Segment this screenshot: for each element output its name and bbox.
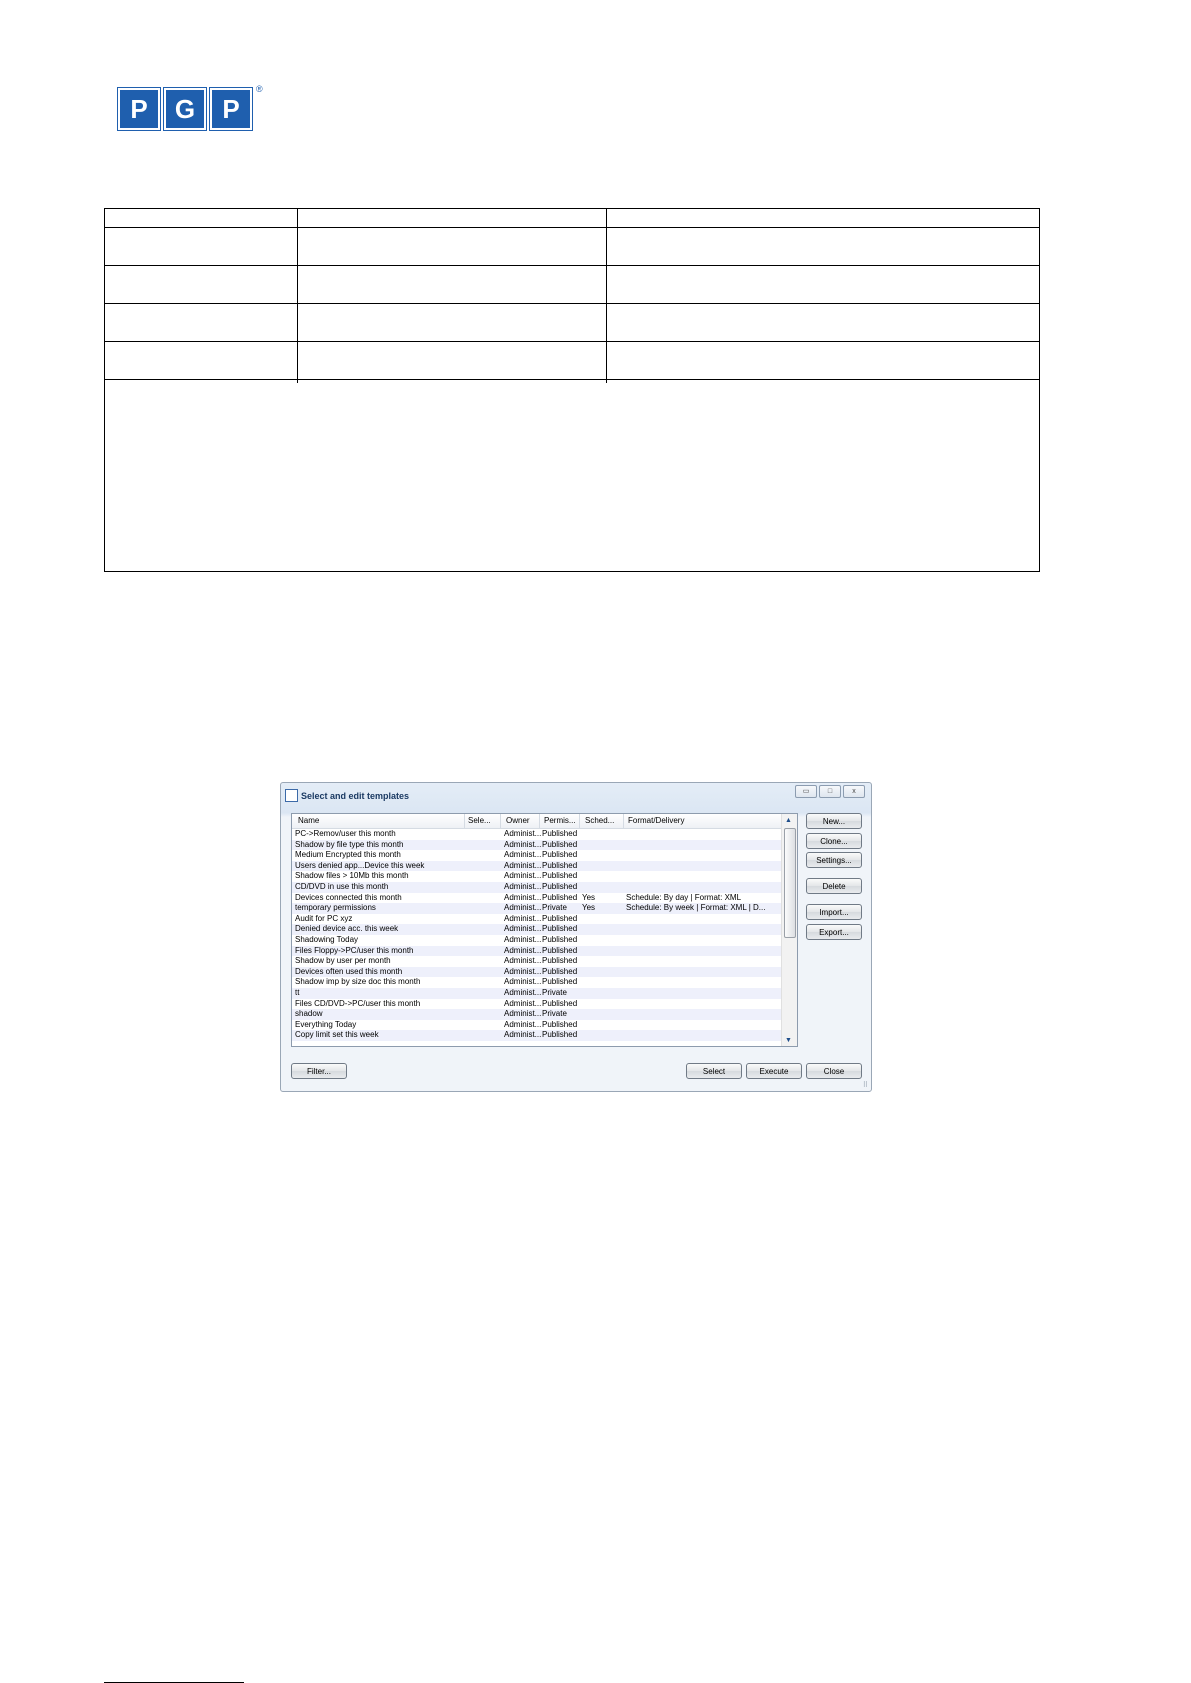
scroll-down-icon[interactable]: ▼ (785, 1037, 792, 1044)
cell-permission: Published (542, 839, 578, 849)
list-item[interactable] (292, 861, 782, 872)
logo-letter-p2: P (210, 88, 252, 130)
table-row (105, 227, 1039, 266)
cell-owner: Administ... (504, 924, 542, 934)
close-icon[interactable]: x (843, 785, 865, 798)
cell-name: Medium Encrypted this month (295, 850, 401, 860)
cell-owner: Administ... (504, 998, 542, 1008)
cell-owner: Administ... (504, 839, 542, 849)
list-item[interactable] (292, 956, 782, 967)
cell-format: Schedule: By day | Format: XML (626, 892, 742, 902)
cell-name: Audit for PC xyz (295, 913, 353, 923)
cell-permission: Published (542, 892, 578, 902)
list-item[interactable] (292, 829, 782, 840)
cell-owner: Administ... (504, 892, 542, 902)
cell-name: shadow (295, 1009, 323, 1019)
list-header (292, 814, 782, 829)
table-row (105, 303, 1039, 342)
execute-button[interactable]: Execute (746, 1063, 802, 1079)
cell-permission: Published (542, 881, 578, 891)
cell-permission: Published (542, 1019, 578, 1029)
cell-owner: Administ... (504, 1030, 542, 1040)
cell-owner: Administ... (504, 956, 542, 966)
cell-name: tt (295, 987, 300, 997)
logo-letter-p: P (118, 88, 160, 130)
list-item[interactable] (292, 946, 782, 957)
table-column-divider (606, 209, 607, 383)
cell-schedule: Yes (582, 892, 596, 902)
cell-name: Shadowing Today (295, 934, 359, 944)
select-edit-templates-window (280, 782, 872, 1092)
cell-permission: Published (542, 934, 578, 944)
column-header-owner[interactable]: Owner (506, 816, 530, 825)
window-title: Select and edit templates (301, 791, 410, 801)
table-row (105, 265, 1039, 304)
column-separator (623, 814, 624, 828)
column-header-name[interactable]: Name (298, 816, 320, 825)
window-controls (795, 785, 865, 798)
list-item[interactable] (292, 850, 782, 861)
list-item[interactable] (292, 914, 782, 925)
cell-name: Files Floppy->PC/user this month (295, 945, 414, 955)
cell-owner: Administ... (504, 1009, 542, 1019)
column-header-format[interactable]: Format/Delivery (628, 816, 685, 825)
resize-grip-icon[interactable]: ⠿ (862, 1082, 868, 1089)
cell-permission: Published (542, 977, 578, 987)
logo-letter-g: G (164, 88, 206, 130)
cell-owner: Administ... (504, 913, 542, 923)
cell-permission: Published (542, 850, 578, 860)
cell-owner: Administ... (504, 987, 542, 997)
scroll-thumb[interactable] (784, 828, 796, 938)
cell-name: Users denied app...Device this week (295, 860, 425, 870)
import-button[interactable]: Import... (806, 904, 862, 920)
window-icon (285, 789, 298, 802)
cell-permission: Published (542, 966, 578, 976)
document-table (104, 208, 1040, 572)
list-item[interactable] (292, 935, 782, 946)
list-item[interactable] (292, 988, 782, 999)
list-item[interactable] (292, 840, 782, 851)
cell-permission: Published (542, 945, 578, 955)
cell-owner: Administ... (504, 934, 542, 944)
cell-name: PC->Remov/user this month (295, 829, 396, 838)
cell-name: Shadow files > 10Mb this month (295, 871, 409, 881)
column-separator (500, 814, 501, 828)
filter-button[interactable]: Filter... (291, 1063, 347, 1079)
table-header-row (105, 209, 1039, 228)
vertical-scrollbar[interactable] (781, 814, 797, 1046)
cell-owner: Administ... (504, 881, 542, 891)
cell-owner: Administ... (504, 850, 542, 860)
cell-name: Copy limit set this week (295, 1030, 379, 1040)
column-header-selected[interactable]: Sele... (468, 816, 491, 825)
list-item[interactable] (292, 1030, 782, 1041)
cell-owner: Administ... (504, 1019, 542, 1029)
column-separator (539, 814, 540, 828)
cell-permission: Published (542, 829, 578, 838)
list-item[interactable] (292, 1009, 782, 1020)
scroll-up-icon[interactable]: ▲ (785, 817, 792, 824)
cell-permission: Published (542, 871, 578, 881)
cell-owner: Administ... (504, 860, 542, 870)
registered-mark: ® (256, 84, 263, 94)
settings-button[interactable]: Settings... (806, 852, 862, 868)
delete-button[interactable]: Delete (806, 878, 862, 894)
list-item[interactable] (292, 903, 782, 914)
list-item[interactable] (292, 1020, 782, 1031)
column-header-permission[interactable]: Permis... (544, 816, 576, 825)
table-row (105, 341, 1039, 380)
cell-name: Shadow imp by size doc this month (295, 977, 421, 987)
column-separator (464, 814, 465, 828)
cell-owner: Administ... (504, 829, 542, 838)
cell-name: Files CD/DVD->PC/user this month (295, 998, 421, 1008)
minimize-icon[interactable]: ▭ (795, 785, 817, 798)
export-button[interactable]: Export... (806, 924, 862, 940)
list-item[interactable] (292, 967, 782, 978)
column-header-schedule[interactable]: Sched... (585, 816, 615, 825)
cell-name: Shadow by user per month (295, 956, 391, 966)
clone-button[interactable]: Clone... (806, 833, 862, 849)
cell-schedule: Yes (582, 903, 596, 913)
cell-permission: Published (542, 860, 578, 870)
cell-owner: Administ... (504, 945, 542, 955)
list-item[interactable] (292, 977, 782, 988)
new-button[interactable]: New... (806, 813, 862, 829)
cell-owner: Administ... (504, 966, 542, 976)
list-rows (292, 829, 782, 1041)
list-item[interactable] (292, 882, 782, 893)
list-item[interactable] (292, 871, 782, 882)
close-button[interactable]: Close (806, 1063, 862, 1079)
cell-name: temporary permissions (295, 903, 376, 913)
cell-owner: Administ... (504, 871, 542, 881)
select-button[interactable]: Select (686, 1063, 742, 1079)
column-separator (579, 814, 580, 828)
cell-name: Devices connected this month (295, 892, 402, 902)
cell-permission: Published (542, 998, 578, 1008)
cell-permission: Published (542, 956, 578, 966)
cell-name: Shadow by file type this month (295, 839, 404, 849)
list-item[interactable] (292, 924, 782, 935)
cell-name: Devices often used this month (295, 966, 403, 976)
cell-permission: Published (542, 924, 578, 934)
cell-permission: Published (542, 913, 578, 923)
table-column-divider (297, 209, 298, 383)
maximize-icon[interactable]: □ (819, 785, 841, 798)
cell-permission: Private (542, 903, 567, 913)
cell-name: Denied device acc. this week (295, 924, 399, 934)
cell-permission: Private (542, 1009, 567, 1019)
cell-permission: Private (542, 987, 567, 997)
cell-owner: Administ... (504, 903, 542, 913)
cell-name: Everything Today (295, 1019, 357, 1029)
list-item[interactable] (292, 999, 782, 1010)
templates-list[interactable] (291, 813, 798, 1047)
list-item[interactable] (292, 893, 782, 904)
pgp-logo (118, 84, 263, 130)
cell-name: CD/DVD in use this month (295, 881, 389, 891)
cell-owner: Administ... (504, 977, 542, 987)
cell-format: Schedule: By week | Format: XML | D... (626, 903, 766, 913)
cell-permission: Published (542, 1030, 578, 1040)
